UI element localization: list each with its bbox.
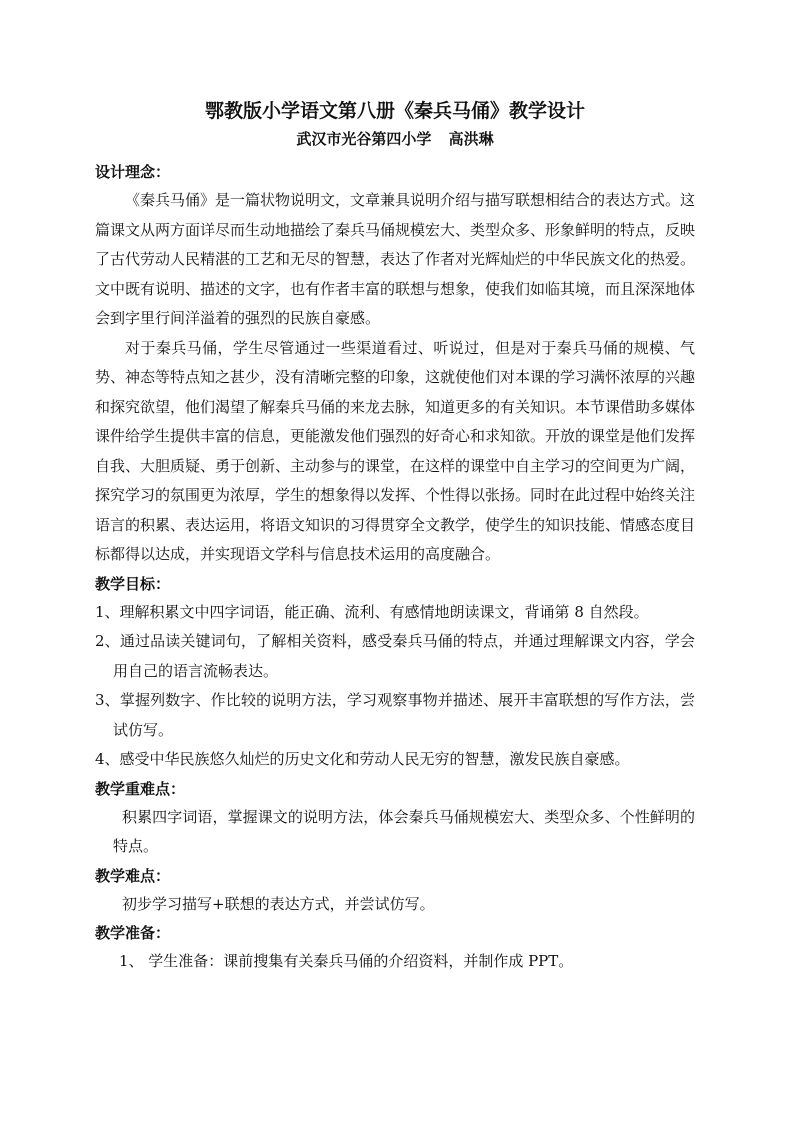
difficulty-text: 初步学习描写+联想的表达方式，并尝试仿写。 [122, 894, 435, 913]
goal-item-3: 3、掌握列数字、作比较的说明方法，学习观察事物并描述、展开丰富联想的写作方法，尝试仿写。 [95, 691, 695, 739]
concept-heading: 设计理念： [95, 163, 171, 181]
preparation-heading: 教学准备： [95, 924, 171, 942]
difficulty-heading: 教学难点： [95, 866, 171, 885]
document-content [95, 96, 695, 977]
goal-item-2: 2、通过品读关键词句，了解相关资料，感受秦兵马俑的特点，并通过理解课文内容，学会用自己的语言流畅表达。 [95, 632, 695, 680]
document-title: 鄂教版小学语文第八册《秦兵马俑》教学设计 [204, 100, 585, 122]
concept-paragraph-1: 《秦兵马俑》是一篇状物说明文，文章兼具说明介绍与描写联想相结合的表达方式。这篇课文从两方面详尽而生动地描绘了秦兵马俑规模宏大、类型众多、形象鲜明的特点，反映了古代劳动人民精湛的工艺和无尽的智慧，表达了作者对光辉灿烂的中华民族文化的热爱。文中既有说明、描述的文字，也有作者丰富的联想与想象，使我们如临其境，而且深深地体会到字里行间洋溢着的强烈的民族自豪感。 [95, 191, 696, 327]
goal-item-1: 1、理解积累文中四字词语，能正确、流利、有感情地朗读课文，背诵第 8 自然段。 [95, 602, 649, 621]
preparation-text: 1、 学生准备：课前搜集有关秦兵马俑的介绍资料，并制作成 PPT。 [119, 952, 574, 970]
author-line: 武汉市光谷第四小学 高洪琳 [296, 130, 494, 148]
concept-paragraph-2: 对于秦兵马俑，学生尽管通过一些渠道看过、听说过，但是对于秦兵马俑的规模、气势、神态等特点知之甚少，没有清晰完整的印象，这就使他们对本课的学习满怀浓厚的兴趣和探究欲望，他们渴望了解秦兵马俑的来龙去脉，知道更多的有关知识。本节课借助多媒体课件给学生提供丰富的信息，更能激发他们强烈的好奇心和求知欲。开放的课堂是他们发挥自我、大胆质疑、勇于创新、主动参与的课堂，在这样的课堂中自主学习的空间更为广阔，探究学习的氛围更为浓厚，学生的想象得以发挥、个性得以张扬。同时在此过程中始终关注语言的积累、表达运用，将语文知识的习得贯穿全文教学，使学生的知识技能、情感态度目标都得以达成，并实现语文学科与信息技术运用的高度融合。 [95, 338, 696, 563]
goal-item-4: 4、感受中华民族悠久灿烂的历史文化和劳动人民无穷的智慧，激发民族自豪感。 [95, 750, 630, 768]
goals-heading: 教学目标： [95, 574, 171, 593]
key-points-text: 积累四字词语，掌握课文的说明方法，体会秦兵马俑规模宏大、类型众多、个性鲜明的特点。 [113, 807, 695, 855]
key-points-heading: 教学重难点： [95, 779, 186, 798]
